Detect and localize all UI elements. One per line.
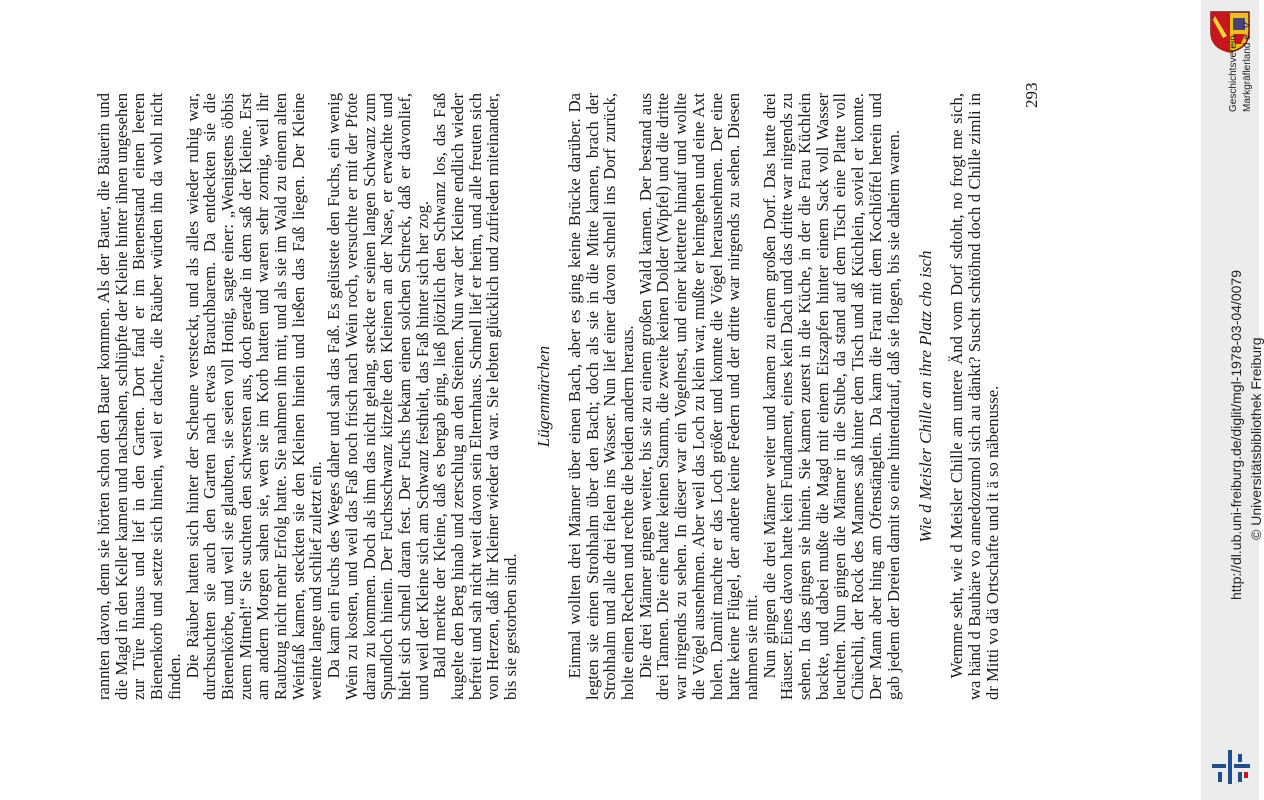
society-name-line2: Markgräflerland e. V.	[1242, 20, 1253, 112]
text-paragraph: Nun gingen die drei Männer weiter und kamen zu einem großen Dorf. Das hatte drei Häuser. Eines davon hatte kein Fundament, eines kein Dach und das dritte war nirgends zu sehen. In das gingen sie hinein. Sie kamen zuerst in die Küche, in der die Frau Küchlein backte, und dabei mußte die Magd mit einem Eiszapfen hinter einem Sack voll Wasser leuchten. Nun gingen die Männer in die Stube, da stand auf dem Tisch eine Platte voll Chüechli, der Rock des Mannes saß hinter dem Tisch und aß Küchlein, soviel er konnte. Der Mann aber hing am Ofenstänglein. Da kam die Frau mit dem Kochlöffel herein und gab jedem der Dreien damit so eine hintendrauf, daß sie flogen, bis sie daheim waren.	[759, 93, 903, 700]
society-name-line1: Geschichtsverein	[1228, 35, 1239, 112]
text-paragraph: Da kam ein Fuchs des Weges daher und sah das Faß. Es gelüstete den Fuchs, ein wenig Wein zu kosten, und weil das Faß noch frisch nach Wein roch, versuchte er mit der Pfote daran zu kommen. Doch als ihm das nicht gelang, steckte er seinen langen Schwanz zum Spundloch hinein. Der Fuchsschwanz kitzelte den Kleinen an der Nase, er erwachte und hielt sich schnell daran fest. Der Fuchs bekam einen solchen Schreck, daß er davonlief, und weil der Kleine sich am Schwanz festhielt, das Faß hinter sich her zog.	[324, 93, 432, 700]
section-heading: Wie d Meisler Chille an ihre Platz cho isch	[916, 250, 936, 543]
section-heading: Lügenmärchen	[533, 345, 553, 448]
text-paragraph: Einmal wollten drei Männer über einen Bach, aber es ging keine Brücke darüber. Da legten sie einen Strohhalm über den Bach; doch als sie in die Mitte kamen, brach der Strohhalm und alle drei fielen ins Wasser. Nun lief einer davon schnell ins Dorf zurück, holte einen Rechen und rechte die beiden andern heraus.	[564, 93, 637, 700]
text-paragraph: Die Räuber hatten sich hinter der Scheune versteckt, und als alles wieder ruhig war, durchsuchten sie auch den Garten nach etwas Brauchbarem. Da entdeckten sie die Bienenkörbe, und weil sie glaubten, sie seien voll Honig, sagte einer: „Wenigstens öbbis zuem Mitneh!“ Sie suchten den schwersten aus, doch gerade in dem saß der Kleine. Erst am andern Morgen sahen sie, wen sie im Korb hatten und waren sehr zornig, weil ihr Raubzug nicht mehr Erfolg hatte. Sie nahmen ihn mit, und als sie im Wald zu einem alten Weinfaß kamen, steckten sie den Kleinen hinein und ließen das Faß liegen. Der Kleine weinte lange und schlief zuletzt ein.	[182, 93, 326, 700]
source-url-link[interactable]: http://dl.ub.uni-freiburg.de/diglit/mgl-1978-03-04/0079	[1228, 270, 1244, 600]
text-paragraph: rannten davon, denn sie hörten schon den Bauer kommen. Als der Bauer, die Bäuerin und die Magd in den Keller kamen und nachsahen, schlüpfte der Kleine hinter ihnen ungesehen zur Türe hinaus und lief in den Garten. Dort fand er im Bienenstand einen leeren Bienenkorb und setzte sich hinein, weil er dachte,, die Räuber würden ihn da wohl nicht finden.	[94, 93, 184, 700]
text-paragraph: Die drei Männer gingen weiter, bis sie zu einem großen Wald kamen. Der bestand aus drei Tannen. Die eine hatte keinen Stamm, die zweite keinen Dolder (Wipfel) und die dritte war nirgends zu sehen. In dieser war ein Vogelnest, und einer kletterte hinauf und wollte die Vögel ausnehmen. Aber weil das Loch zu klein war, mußte er heimgehen und eine Axt holen. Damit machte er das Loch größer und konnte die Vögel herausnehmen. Der eine hatte keine Flügel, der andere keine Federn und der dritte war nirgends zu sehen. Diesen nahmen sie mit.	[635, 93, 761, 700]
copyright-notice: © Universitätsbibliothek Freiburg	[1248, 337, 1264, 540]
text-paragraph: Bald merkte der Kleine, daß es bergab ging, ließ plötzlich den Schwanz los, das Faß kugelte den Berg hinab und zerschlug an den Steinen. Nun war der Kleine endlich wieder befreit und sah nicht weit davon sein Elternhaus. Schnell lief er heim, und alle freuten sich von Herzen, daß ihr Kleiner wieder da war. Sie lebten glücklich und zufrieden miteinander, bis sie gestorben sind.	[430, 93, 521, 700]
university-library-logo-icon	[1210, 748, 1252, 786]
page-text-body	[95, 93, 1001, 700]
book-page	[95, 93, 1103, 700]
text-paragraph: Wemme seht, wie d Meisler Chille am untere Änd vom Dorf sdtoht, no frogt me sich, wa händ d Bauhäre vo annedozumol sich au dänkt? Suscht schtöhnd doch d Chille zimli in dr Mitti vo dä Ortschafte und it ä so näbenusse.	[947, 93, 1002, 700]
page-number: 293	[1022, 82, 1041, 108]
